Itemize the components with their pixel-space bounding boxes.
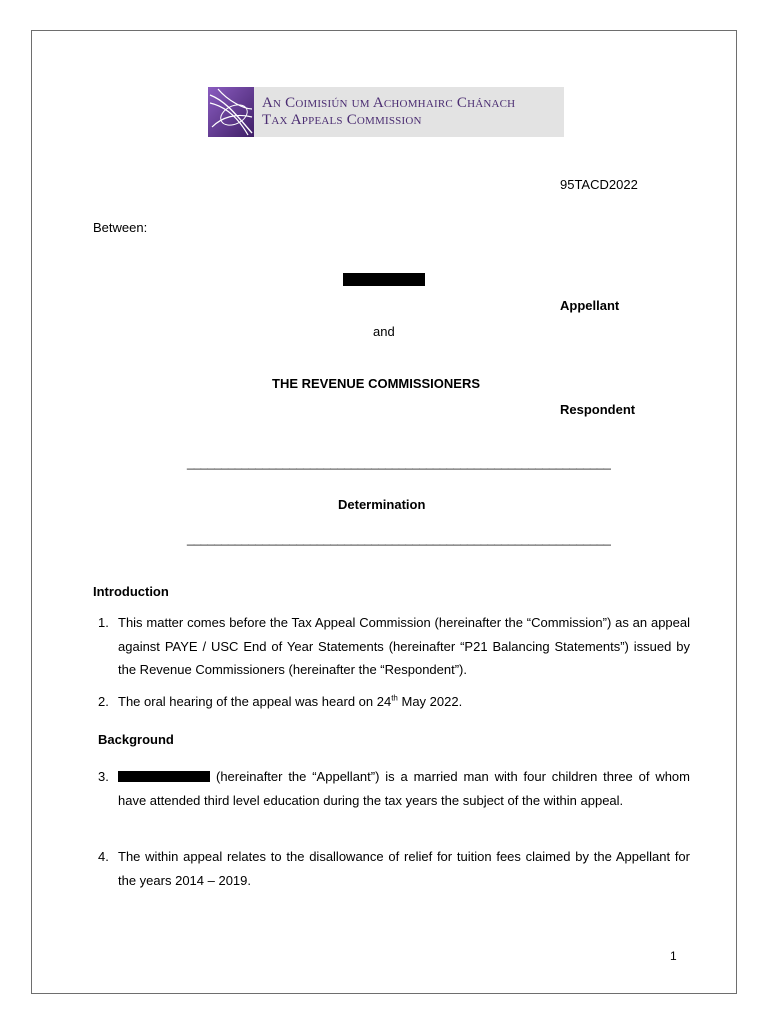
paragraph-2-text: The oral hearing of the appeal was heard on 24 [118, 694, 392, 709]
paragraph-number: 3. [98, 769, 109, 784]
redacted-appellant-name [343, 273, 425, 286]
document-page [31, 30, 737, 994]
paragraph-3 [118, 765, 690, 812]
logo-line-english: Tax Appeals Commission [262, 112, 422, 128]
logo-text [262, 95, 515, 129]
logo-line-irish: An Coimisiún um Achomhairc Chánach [262, 95, 516, 111]
and-label: and [373, 324, 395, 339]
section-heading-introduction: Introduction [93, 584, 169, 599]
respondent-label: Respondent [560, 402, 636, 417]
paragraph-2 [118, 690, 690, 714]
ordinal-suffix: th [391, 693, 398, 703]
paragraph-3-text: (hereinafter the “Appellant”) is a married man with four children three of whom have attended third level education during the tax years the subject of the within appeal. [118, 769, 690, 808]
bottom-separator: ______________________________________________________________ [187, 531, 611, 546]
commission-logo [208, 87, 564, 137]
paragraph-number: 4. [98, 849, 109, 864]
section-heading-background: Background [98, 732, 174, 747]
respondent-name: THE REVENUE COMMISSIONERS [272, 376, 481, 391]
appellant-label: Appellant [560, 298, 620, 313]
redacted-name-inline [118, 771, 210, 782]
document-title: Determination [338, 497, 426, 512]
between-label: Between: [93, 220, 148, 235]
paragraph-4: The within appeal relates to the disallowance of relief for tuition fees claimed by the Appellant for the years 2014 – 2019. [118, 849, 690, 888]
page-number: 1 [670, 949, 677, 963]
logo-emblem-icon [208, 87, 254, 137]
top-separator: ______________________________________________________________ [187, 455, 611, 470]
paragraph-number: 2. [98, 694, 109, 709]
paragraph-2-text-end: May 2022. [397, 694, 463, 709]
paragraph-number: 1. [98, 615, 109, 630]
paragraph-1: This matter comes before the Tax Appeal Commission (hereinafter the “Commission”) as an appeal against PAYE / USC End of Year Statements (hereinafter “P21 Balancing Statements”) issued by the Revenue Commissioners (hereinafter the “Respondent”). [118, 615, 690, 677]
reference-number: 95TACD2022 [560, 177, 638, 192]
